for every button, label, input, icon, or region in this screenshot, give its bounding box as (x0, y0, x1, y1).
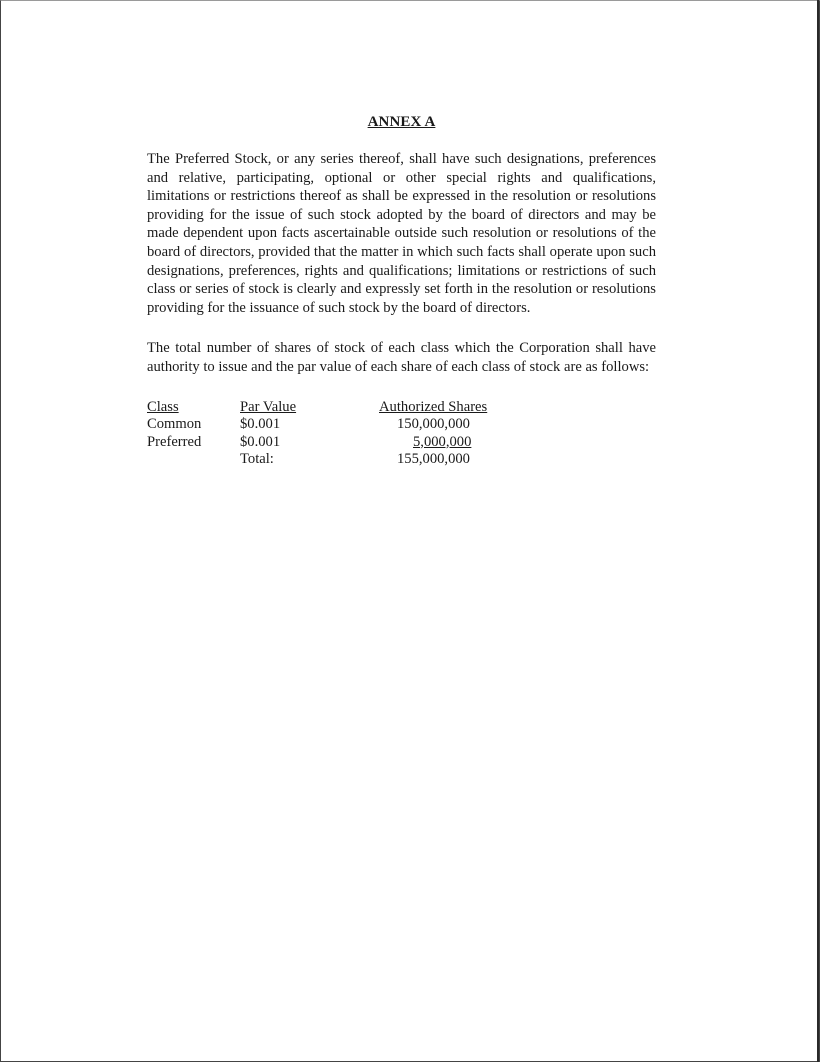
row-class: Preferred (147, 433, 202, 450)
row-class: Common (147, 416, 202, 433)
total-authorized-shares: 155,000,000 (397, 451, 470, 468)
header-par-value: Par Value (240, 398, 297, 415)
authorized-shares-paragraph: The total number of shares of stock of each class which the Corporation shall have authority to issue and the par value of each share of each class of stock are as follows: (147, 340, 656, 375)
document-body (147, 114, 656, 469)
scan-edge (817, 0, 819, 1062)
document-title: ANNEX A (367, 114, 436, 130)
shares-table (147, 399, 563, 469)
row-authorized-shares: 5,000,000 (413, 433, 472, 450)
table-total-row (147, 451, 563, 469)
header-authorized-shares: Authorized Shares (379, 398, 488, 415)
row-par-value: $0.001 (240, 433, 281, 450)
preferred-stock-paragraph: The Preferred Stock, or any series thereof, shall have such designations, preferences and relative, participating, optional or other special rights and qualifications, limitations or restrictions thereof as shall be expressed in the resolution or resolutions providing for the issue of such stock adopted by the board of directors and may be made dependent upon facts ascertainable outside such resolution or resolutions of the board of directors, provided that the matter in which such facts shall operate upon such designations, preferences, rights and qualifications; limitations or restrictions of such class or series of stock is clearly and expressly set forth in the resolution or resolutions providing for the issuance of such stock by the board of directors. (147, 151, 656, 316)
table-row (147, 434, 563, 452)
table-row (147, 416, 563, 434)
table-header-row (147, 399, 563, 417)
header-class: Class (147, 398, 179, 415)
total-label: Total: (240, 451, 274, 468)
row-authorized-shares: 150,000,000 (397, 416, 470, 433)
row-par-value: $0.001 (240, 416, 281, 433)
